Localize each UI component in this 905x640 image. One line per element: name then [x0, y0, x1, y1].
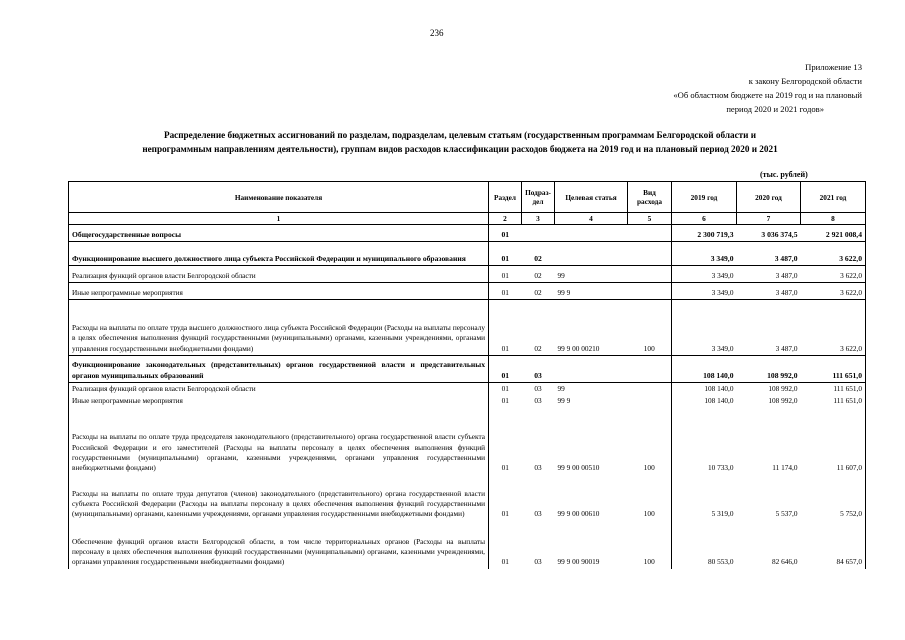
row-value-2021: 84 657,0 — [801, 521, 866, 569]
row-name: Обеспечение функций органов власти Белгородской области, в том числе территориальных органов (Расходы на выплаты персоналу в целях обеспечения выполнения функций государственными (муниципальными) органами, казенными учреждениями, органами управления государственными внебюджетными фондами) — [69, 521, 489, 569]
column-number: 8 — [801, 213, 866, 225]
row-kind: 100 — [643, 557, 655, 567]
row-value-2021: 111 651,0 — [801, 395, 866, 407]
row-target: 99 9 00 00510 — [557, 463, 600, 473]
row-name: Иные непрограммные мероприятия — [69, 395, 489, 407]
row-target — [555, 225, 628, 242]
row-value-2020: 11 174,0 — [772, 463, 798, 473]
row-target: 99 9 — [555, 283, 628, 300]
appendix-header — [600, 60, 862, 116]
row-target: 99 — [555, 266, 628, 283]
row-value-2019: 5 319,0 — [672, 475, 737, 521]
appendix-line-1: Приложение 13 — [805, 62, 862, 72]
row-section: 01 — [489, 242, 522, 266]
appendix-line-3: «Об областном бюджете на 2019 год и на плановый — [673, 90, 862, 100]
row-kind — [628, 383, 672, 396]
table-row — [69, 283, 866, 300]
row-target: 99 9 — [557, 396, 571, 406]
row-value-2021: 111 651,0 — [801, 356, 866, 383]
row-subsection: 02 — [522, 283, 555, 300]
header-target: Целевая статья — [555, 182, 628, 213]
row-value-2019: 80 553,0 — [672, 521, 737, 569]
row-value-2021: 3 622,0 — [801, 283, 866, 300]
row-value-2019: 108 140,0 — [672, 383, 737, 396]
row-section: 01 — [489, 300, 522, 356]
table-row — [69, 383, 866, 396]
row-value-2021: 3 622,0 — [801, 300, 866, 356]
row-target: 99 9 00 00210 — [555, 300, 628, 356]
row-subsection: 03 — [534, 396, 542, 406]
row-name: Расходы на выплаты по оплате труда депутатов (членов) законодательного (представительного) органа государственной власти субъекта Российской Федерации (Расходы на выплаты персоналу в целях обеспечения выполнения функций государственными (муниципальными) органами, казенными учреждениями, органами управления государственными внебюджетными фондами) — [69, 475, 489, 521]
row-target — [555, 356, 628, 383]
column-number: 1 — [69, 213, 489, 225]
row-value-2021: 2 921 008,4 — [801, 225, 866, 242]
row-name: Общегосударственные вопросы — [69, 225, 489, 242]
table-row — [69, 475, 866, 521]
column-number: 4 — [555, 213, 628, 225]
row-subsection — [522, 225, 555, 242]
page-number: 236 — [430, 28, 444, 38]
appendix-line-4: период 2020 и 2021 годов» — [726, 104, 824, 114]
row-value-2020: 108 992,0 — [737, 383, 801, 396]
row-section: 01 — [489, 356, 522, 383]
table-row — [69, 266, 866, 283]
row-kind: 100 — [628, 300, 672, 356]
appendix-line-2: к закону Белгородской области — [748, 76, 862, 86]
row-value-2020: 3 487,0 — [737, 300, 801, 356]
row-value-2019: 2 300 719,3 — [672, 225, 737, 242]
row-kind — [628, 266, 672, 283]
row-section: 01 — [501, 463, 509, 473]
header-kind: Вид расхода — [628, 182, 672, 213]
row-kind — [628, 356, 672, 383]
row-name: Расходы на выплаты по оплате труда высшего должностного лица субъекта Российской Федерации (Расходы на выплаты персоналу в целях обеспечения выполнения функций государственными (муниципальными) органами, казенными учреждениями, органами управления государственными внебюджетными фондами) — [69, 300, 489, 356]
row-target: 99 9 00 00610 — [557, 509, 600, 519]
row-section: 01 — [501, 557, 509, 567]
row-value-2019: 3 349,0 — [672, 283, 737, 300]
row-value-2020: 3 036 374,5 — [737, 225, 801, 242]
row-section: 01 — [489, 225, 522, 242]
column-number: 5 — [628, 213, 672, 225]
row-value-2020: 3 487,0 — [737, 283, 801, 300]
column-number: 6 — [672, 213, 737, 225]
row-value-2021: 111 651,0 — [801, 383, 866, 396]
row-section: 01 — [501, 396, 509, 406]
row-value-2019: 108 140,0 — [672, 356, 737, 383]
row-subsection: 03 — [534, 509, 542, 519]
row-kind — [628, 242, 672, 266]
header-2019: 2019 год — [672, 182, 737, 213]
column-number: 3 — [522, 213, 555, 225]
document-title-line-2: непрограммным направлениям деятельности), группам видов расходов классификации расходов бюджета на 2019 год и на плановый период 2020 и 2021 — [142, 144, 778, 154]
row-value-2020: 108 992,0 — [737, 356, 801, 383]
row-kind — [628, 283, 672, 300]
column-numbers-row — [69, 213, 866, 225]
table-row — [69, 395, 866, 407]
table-row — [69, 356, 866, 383]
row-value-2019: 3 349,0 — [672, 300, 737, 356]
row-section: 01 — [489, 266, 522, 283]
row-value-2019: 3 349,0 — [672, 242, 737, 266]
row-value-2021: 3 622,0 — [801, 266, 866, 283]
table-header-row — [69, 182, 866, 213]
row-value-2020: 3 487,0 — [737, 266, 801, 283]
row-value-2019: 108 140,0 — [672, 395, 737, 407]
row-subsection: 03 — [534, 463, 542, 473]
row-subsection: 02 — [522, 300, 555, 356]
row-value-2021: 3 622,0 — [801, 242, 866, 266]
row-value-2020: 5 537,0 — [775, 509, 798, 519]
row-subsection: 03 — [522, 383, 555, 396]
row-value-2020: 108 992,0 — [768, 396, 798, 406]
row-target: 99 — [555, 383, 628, 396]
row-subsection: 02 — [522, 242, 555, 266]
row-target: 99 9 00 90019 — [557, 557, 600, 567]
table-row — [69, 225, 866, 242]
row-subsection: 03 — [534, 557, 542, 567]
row-value-2019: 3 349,0 — [672, 266, 737, 283]
column-number: 2 — [489, 213, 522, 225]
row-target — [555, 242, 628, 266]
table-row — [69, 300, 866, 356]
row-section: 01 — [501, 509, 509, 519]
table-row — [69, 242, 866, 266]
row-value-2020: 82 646,0 — [771, 557, 798, 567]
column-number: 7 — [737, 213, 801, 225]
row-value-2020: 3 487,0 — [737, 242, 801, 266]
table-row — [69, 521, 866, 569]
row-section: 01 — [489, 283, 522, 300]
row-value-2021: 5 752,0 — [801, 475, 866, 521]
row-subsection: 02 — [522, 266, 555, 283]
header-2020: 2020 год — [737, 182, 801, 213]
row-kind: 100 — [643, 463, 655, 473]
row-kind: 100 — [643, 509, 655, 519]
document-title-line-1: Распределение бюджетных ассигнований по разделам, подразделам, целевым статьям (государственным программам Белгородской области и — [163, 130, 757, 140]
row-kind — [628, 225, 672, 242]
header-name: Наименование показателя — [69, 182, 489, 213]
header-section: Раздел — [489, 182, 522, 213]
row-name: Функционирование законодательных (представительных) органов государственной власти и представительных органов муниципальных образований — [69, 356, 489, 383]
row-value-2021: 11 607,0 — [801, 408, 866, 475]
header-subsection: Подраз-дел — [522, 182, 555, 213]
budget-table — [68, 181, 866, 569]
row-value-2019: 10 733,0 — [672, 408, 737, 475]
row-section: 01 — [489, 383, 522, 396]
row-kind — [628, 395, 672, 407]
units-label: (тыс. рублей) — [760, 170, 808, 179]
header-2021: 2021 год — [801, 182, 866, 213]
row-name: Реализация функций органов власти Белгородской области — [69, 266, 489, 283]
row-name: Функционирование высшего должностного лица субъекта Российской Федерации и муниципального образования — [69, 242, 489, 266]
row-subsection: 03 — [522, 356, 555, 383]
document-title — [60, 128, 860, 156]
row-name: Реализация функций органов власти Белгородской области — [69, 383, 489, 396]
table-row — [69, 408, 866, 475]
row-name: Расходы на выплаты по оплате труда председателя законодательного (представительного) органа государственной власти субъекта Российской Федерации и его заместителей (Расходы на выплаты персоналу в целях обеспечения выполнения функций государственными (муниципальными) органами, казенными учреждениями, органами управления государственными внебюджетными фондами) — [69, 408, 489, 475]
row-name: Иные непрограммные мероприятия — [69, 283, 489, 300]
